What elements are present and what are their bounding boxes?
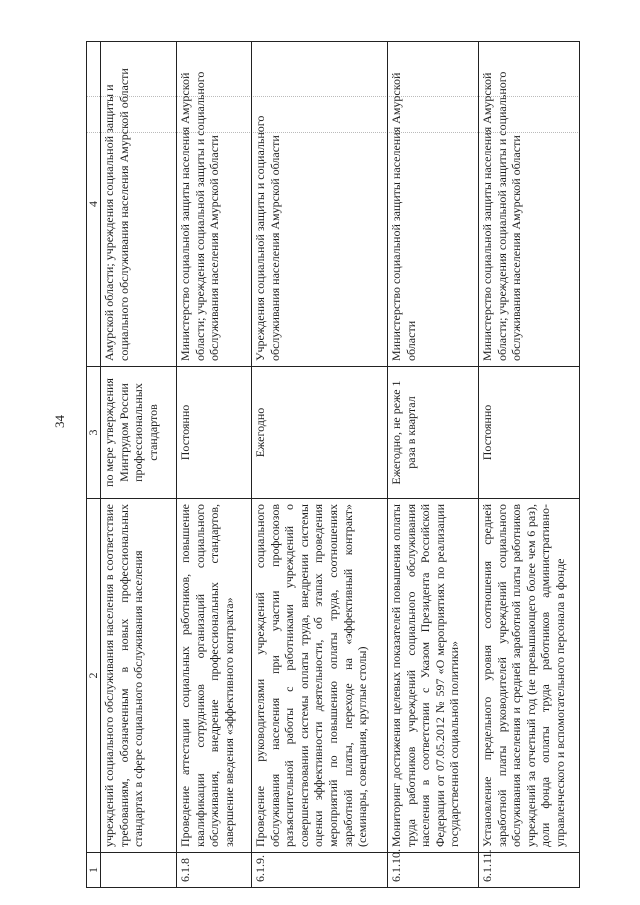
header-col-executor: 4 — [87, 42, 101, 367]
row-executor: Министерство социальной защиты населения Амурской области — [388, 42, 479, 367]
header-col-action: 2 — [87, 499, 101, 853]
table-row — [388, 42, 479, 888]
row-executor: Амурской области; учреждения социальной защиты и социального обслуживания населения Амурской области — [101, 42, 177, 367]
row-action: Мониторинг достижения целевых показателей повышения оплаты труда работников учреждений социального обслуживания населения в соответствии с Указом Президента Российской Федерации от 07.05.2012 № 597 «О мероприятиях по реализации государственной социальной политики» — [388, 499, 479, 853]
header-col-number: 1 — [87, 853, 101, 888]
table-row — [479, 42, 580, 888]
row-term: Ежегодно, не реже 1 раза в квартал — [388, 367, 479, 499]
page-number: 34 — [52, 415, 67, 428]
row-executor: Министерство социальной защиты населения Амурской области; учреждения социальной защиты и социального обслуживания населения Амурской области — [479, 42, 580, 367]
table-header-row — [87, 42, 101, 888]
row-executor: Министерство социальной защиты населения Амурской области; учреждения социальной защиты и социального обслуживания населения Амурской области — [177, 42, 252, 367]
action-plan-table — [86, 41, 580, 888]
row-action: учреждений социального обслуживания населения в соответствие требованиям, обозначенным в новых профессиональных стандартах в сфере социального обслуживания населения — [101, 499, 177, 853]
rotated-table-container — [86, 42, 580, 888]
row-action: Проведение руководителями учреждений социального обслуживания населения при участии профсоюзов разъяснительной работы с работниками учреждений о совершенствовании системы оплаты труда, внедрении системы оценки эффективности деятельности, об этапах проведения мероприятий по повышению оплаты труда, соотношениях заработной платы, переходе на «эффективный контракт» (семинары, совещания, круглые столы) — [252, 499, 388, 853]
header-col-term: 3 — [87, 367, 101, 499]
row-term: по мере утверждения Минтрудом России профессиональных стандартов — [101, 367, 177, 499]
row-number: 6.1.8 — [177, 853, 252, 888]
row-executor: Учреждения социальной защиты и социального обслуживания населения Амурской области — [252, 42, 388, 367]
row-number: 6.1.11. — [479, 853, 580, 888]
row-number: 6.1.9. — [252, 853, 388, 888]
table-row — [252, 42, 388, 888]
row-action: Установление предельного уровня соотношения средней заработной платы руководителей учреждений социального обслуживания населения и средней заработной платы работников учреждений за отчетный год (не превышающего более чем 6 раз), доли фонда оплаты труда работников административно-управленческого и вспомогательного персонала в фонде — [479, 499, 580, 853]
row-number: 6.1.10. — [388, 853, 479, 888]
row-number — [101, 853, 177, 888]
row-term: Ежегодно — [252, 367, 388, 499]
row-term: Постоянно — [479, 367, 580, 499]
row-term: Постоянно — [177, 367, 252, 499]
table-row — [101, 42, 177, 888]
table-row — [177, 42, 252, 888]
row-action: Проведение аттестации социальных работников, повышение квалификации сотрудников организаций социального обслуживания, внедрение профессиональных стандартов, завершение введения «эффективного контракта» — [177, 499, 252, 853]
